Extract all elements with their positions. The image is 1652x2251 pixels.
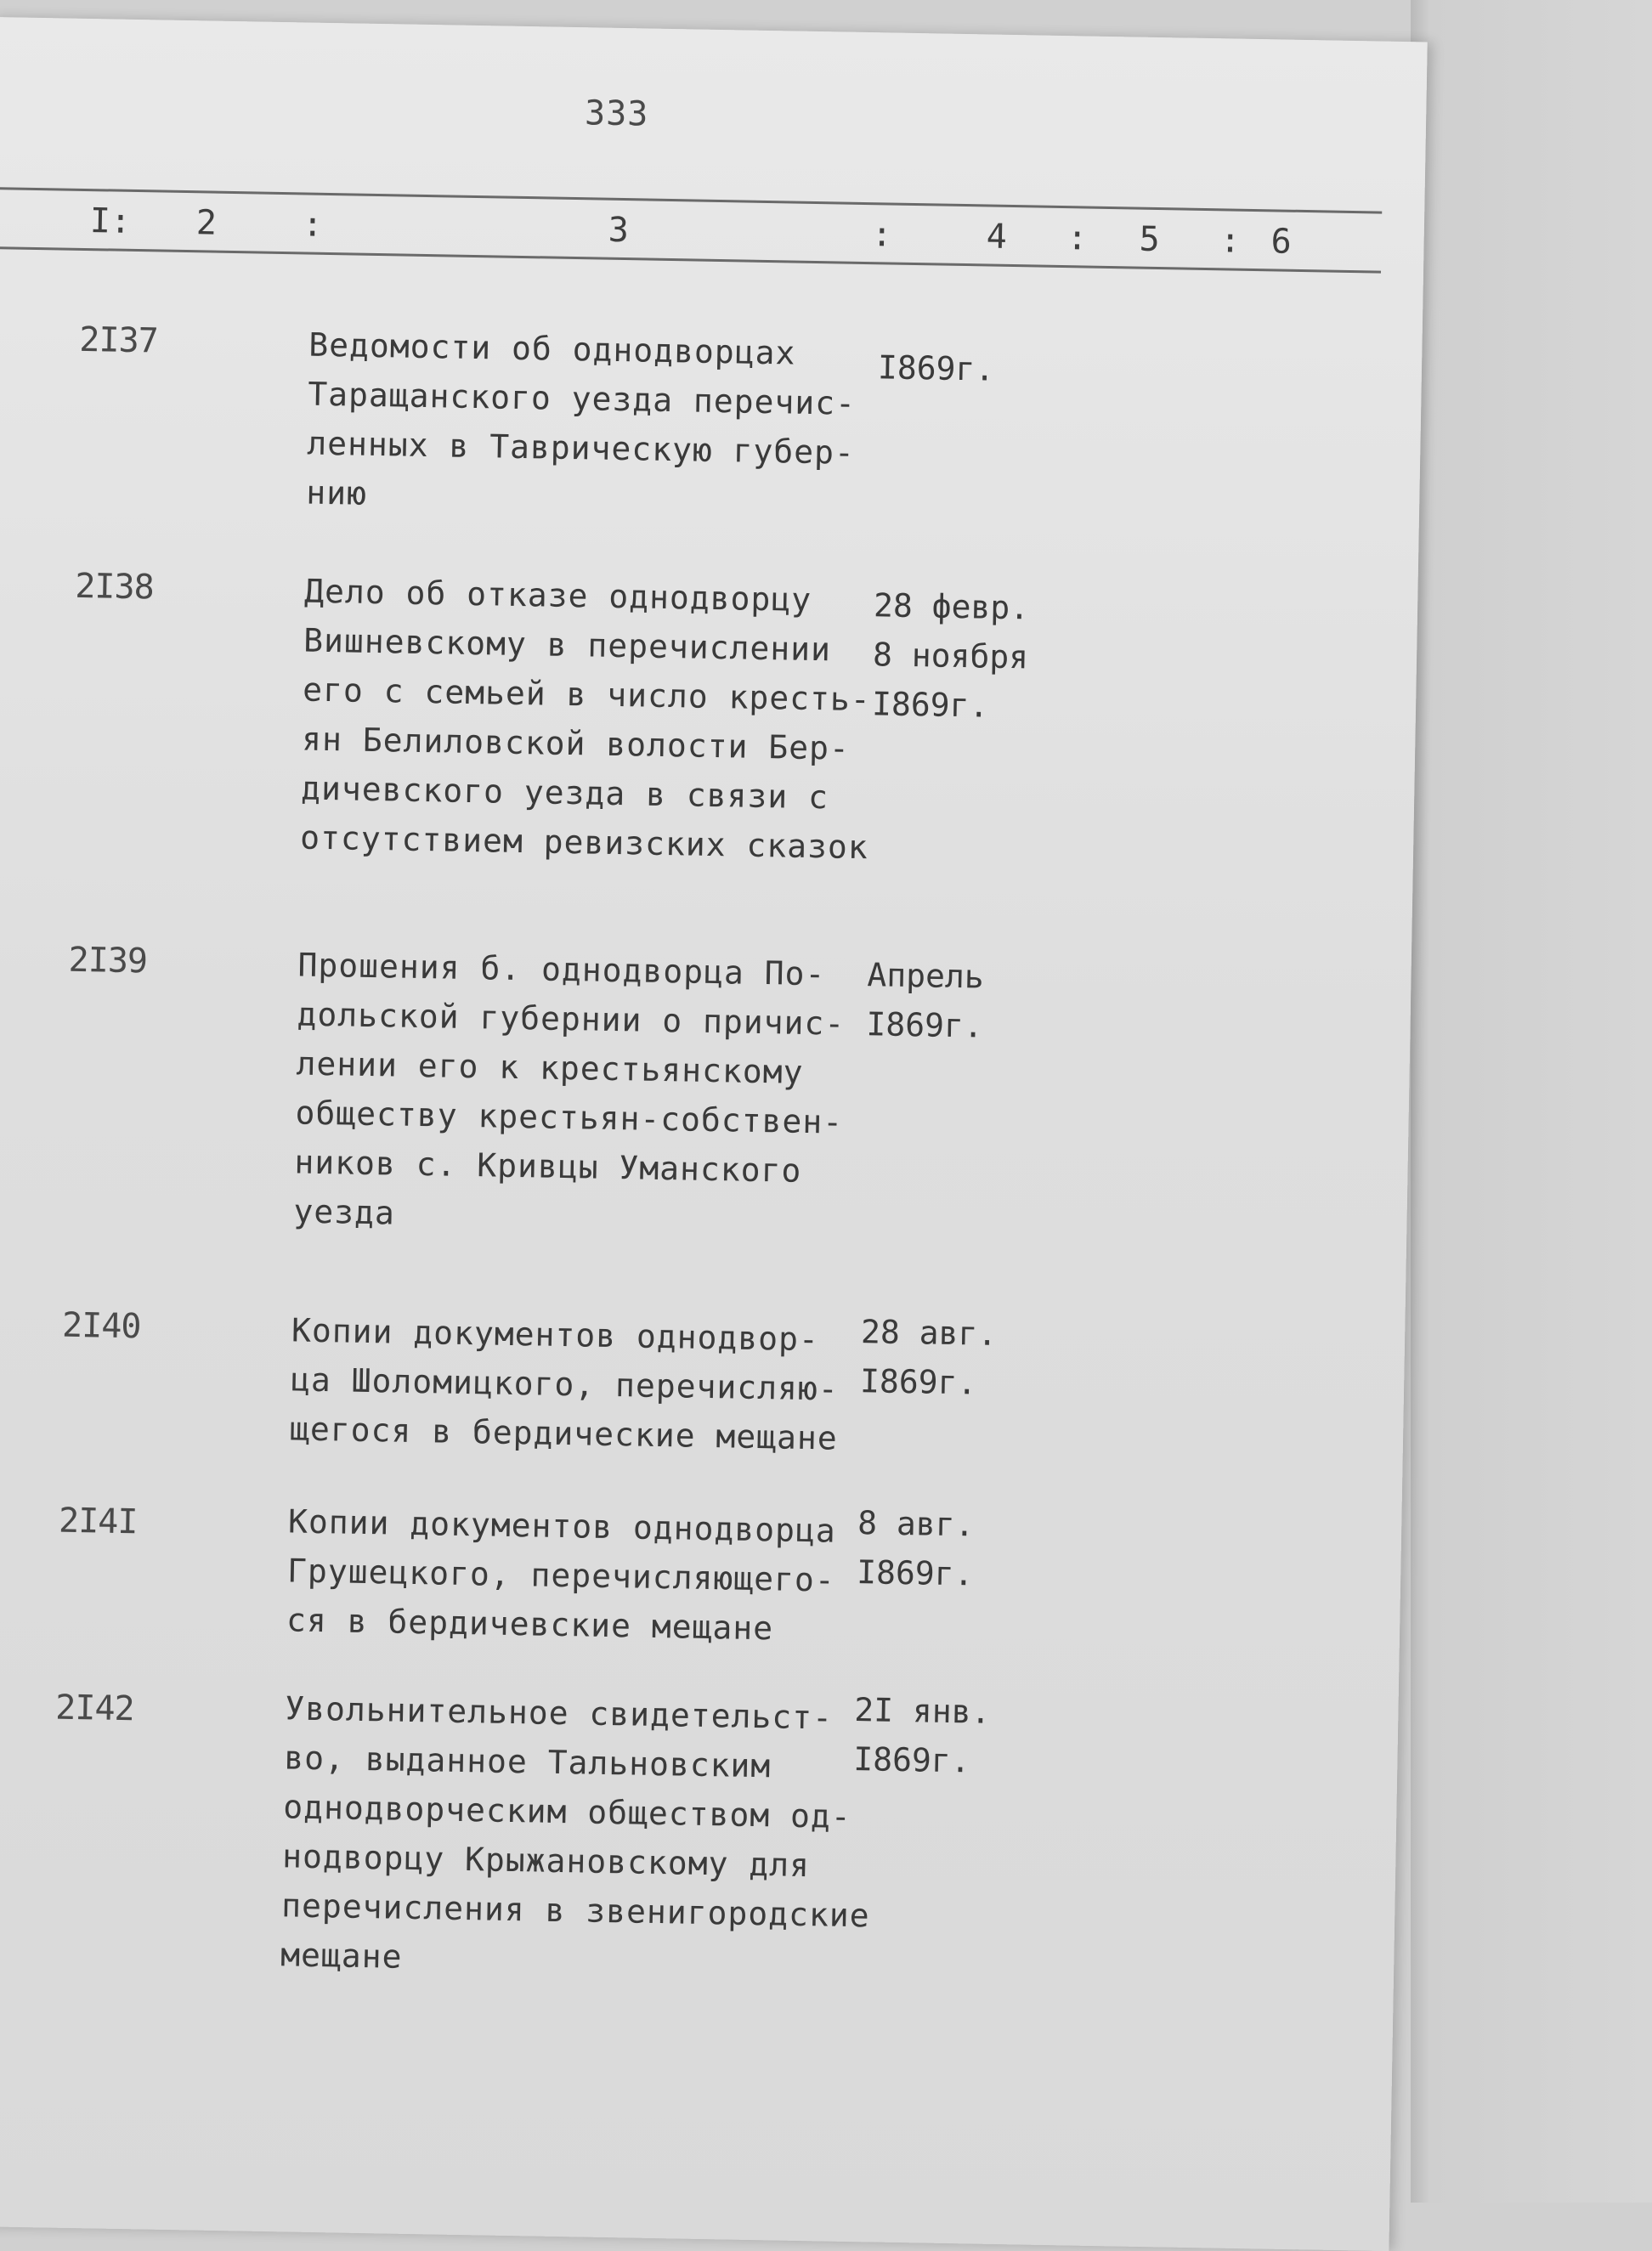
- record-date: 8 авг. I869г.: [856, 1504, 975, 1593]
- record-date: 28 авг. I869г.: [859, 1313, 998, 1402]
- document-page: [0, 17, 1428, 2251]
- column-header-2: 2: [195, 203, 218, 243]
- record-title: Копии документов однодвор- ца Шоломицкого, перечисляю- щегося в бердические мещане: [289, 1311, 840, 1457]
- record-title: Прошения б. однодворца По- дольской губернии о причис- лении его к крестьянскому обществу крестьян-собствен- ников с. Кривцы Уманского уезда: [293, 946, 846, 1232]
- column-header-3: 3: [608, 210, 630, 251]
- record-title: Увольнительное свидетельст- во, выданное Тальновским однодворческим обществом од- нодворцу Крыжановскому для перечисления в звенигородские мещане: [280, 1689, 871, 1976]
- header-rule-bottom: [0, 246, 1381, 274]
- record-date: 28 февр. 8 ноября I869г.: [871, 586, 1030, 725]
- record-number: 2I37: [78, 320, 159, 361]
- column-header-5: 5: [1139, 219, 1161, 260]
- record-date: Апрель I869г.: [866, 956, 985, 1045]
- column-header-1: I:: [89, 201, 132, 241]
- column-separator: :: [1219, 221, 1242, 261]
- page-number: 333: [584, 93, 649, 134]
- column-separator: :: [1066, 218, 1089, 258]
- record-number: 2I42: [54, 1688, 135, 1729]
- record-title: Ведомости об однодворцах Таращанского уезда перечис- ленных в Таврическую губер- нию: [305, 325, 857, 512]
- record-title: Дело об отказе однодворцу Вишневскому в перечислении его с семьей в число кресть- ян Белиловской волости Бер- дичевского уезда в связи с отсутствием ревизских сказок: [299, 572, 872, 867]
- column-separator: :: [302, 205, 324, 245]
- record-date: 2I янв. I869г.: [852, 1691, 991, 1780]
- record-title: Копии документов однодворца Грушецкого, перечисляющего- ся в бердичевские мещане: [286, 1502, 837, 1648]
- background-surface: [1411, 0, 1652, 2203]
- record-number: 2I4I: [58, 1501, 138, 1542]
- column-header-6: 6: [1270, 222, 1293, 262]
- record-number: 2I39: [68, 940, 148, 981]
- record-date: I869г.: [877, 348, 995, 388]
- column-separator: :: [871, 215, 893, 255]
- column-header-4: 4: [986, 217, 1008, 257]
- record-number: 2I40: [61, 1305, 141, 1347]
- record-number: 2I38: [74, 566, 155, 608]
